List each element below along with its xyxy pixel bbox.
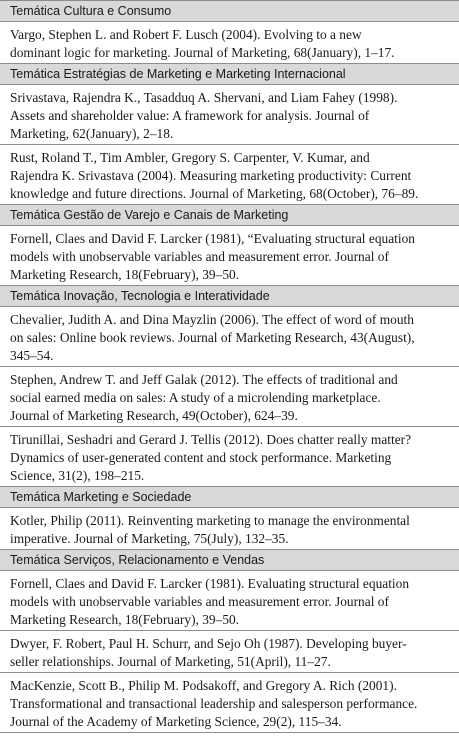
section-header: Temática Marketing e Sociedade: [0, 487, 459, 508]
reference-text-line: seller relationships. Journal of Marketing, 51(April), 11–27.: [10, 654, 331, 669]
reference-text-line: Science, 31(2), 198–215.: [10, 468, 145, 483]
reference-text-line: Stephen, Andrew T. and Jeff Galak (2012). The effects of traditional and: [10, 372, 398, 387]
reference-text-line: Dwyer, F. Robert, Paul H. Schurr, and Sejo Oh (1987). Developing buyer-: [10, 636, 407, 651]
reference-entry: [0, 367, 459, 427]
reference-text-line: Assets and shareholder value: A framework for analysis. Journal of: [10, 108, 370, 123]
reference-text-line: imperative. Journal of Marketing, 75(July), 132–35.: [10, 531, 289, 546]
reference-entry: [0, 673, 459, 733]
reference-text-line: Dynamics of user-generated content and stock performance. Marketing: [10, 450, 392, 465]
reference-entry: [0, 508, 459, 550]
reference-text-line: Journal of the Academy of Marketing Science, 29(2), 115–34.: [10, 714, 342, 729]
reference-entry: [0, 85, 459, 145]
reference-text-line: Kotler, Philip (2011). Reinventing marketing to manage the environmental: [10, 513, 410, 528]
reference-text-line: Marketing Research, 18(February), 39–50.: [10, 267, 240, 282]
reference-text-line: 345–54.: [10, 348, 54, 363]
reference-text-line: social earned media on sales: A study of a microlending marketplace.: [10, 390, 381, 405]
reference-text-line: Srivastava, Rajendra K., Tasadduq A. Shervani, and Liam Fahey (1998).: [10, 90, 398, 105]
reference-entry: [0, 226, 459, 286]
reference-text-line: Rajendra K. Srivastava (2004). Measuring marketing productivity: Current: [10, 168, 412, 183]
reference-text-line: Marketing, 62(January), 2–18.: [10, 126, 174, 141]
reference-entry: [0, 307, 459, 367]
section-header: Temática Serviços, Relacionamento e Vendas: [0, 550, 459, 571]
reference-text-line: Vargo, Stephen L. and Robert F. Lusch (2004). Evolving to a new: [10, 27, 362, 42]
reference-text-line: Fornell, Claes and David F. Larcker (1981), “Evaluating structural equation: [10, 231, 415, 246]
reference-text-line: Tirunillai, Seshadri and Gerard J. Tellis (2012). Does chatter really matter?: [10, 432, 412, 447]
reference-entry: [0, 145, 459, 205]
section-header: Temática Cultura e Consumo: [0, 1, 459, 22]
reference-entry: [0, 571, 459, 631]
section-header: Temática Estratégias de Marketing e Marketing Internacional: [0, 64, 459, 85]
reference-text-line: models with unobservable variables and measurement error. Journal of: [10, 594, 389, 609]
reference-text-line: Chevalier, Judith A. and Dina Mayzlin (2006). The effect of word of mouth: [10, 312, 414, 327]
section-header: Temática Inovação, Tecnologia e Interatividade: [0, 286, 459, 307]
reference-entry: [0, 631, 459, 673]
reference-text-line: Transformational and transactional leadership and salesperson performance.: [10, 696, 418, 711]
section-header: Temática Gestão de Varejo e Canais de Marketing: [0, 205, 459, 226]
reference-text-line: dominant logic for marketing. Journal of Marketing, 68(January), 1–17.: [10, 45, 395, 60]
reference-text-line: Fornell, Claes and David F. Larcker (1981). Evaluating structural equation: [10, 576, 410, 591]
reference-entry: [0, 427, 459, 487]
reference-text-line: Marketing Research, 18(February), 39–50.: [10, 612, 240, 627]
reference-entry: [0, 22, 459, 64]
reference-text-line: knowledge and future directions. Journal of Marketing, 68(October), 76–89.: [10, 186, 419, 201]
reference-text-line: Rust, Roland T., Tim Ambler, Gregory S. Carpenter, V. Kumar, and: [10, 150, 370, 165]
reference-text-line: models with unobservable variables and measurement error. Journal of: [10, 249, 389, 264]
reference-text-line: on sales: Online book reviews. Journal of Marketing Research, 43(August),: [10, 330, 415, 345]
reference-text-line: MacKenzie, Scott B., Philip M. Podsakoff, and Gregory A. Rich (2001).: [10, 678, 397, 693]
reference-text-line: Journal of Marketing Research, 49(October), 624–39.: [10, 408, 298, 423]
